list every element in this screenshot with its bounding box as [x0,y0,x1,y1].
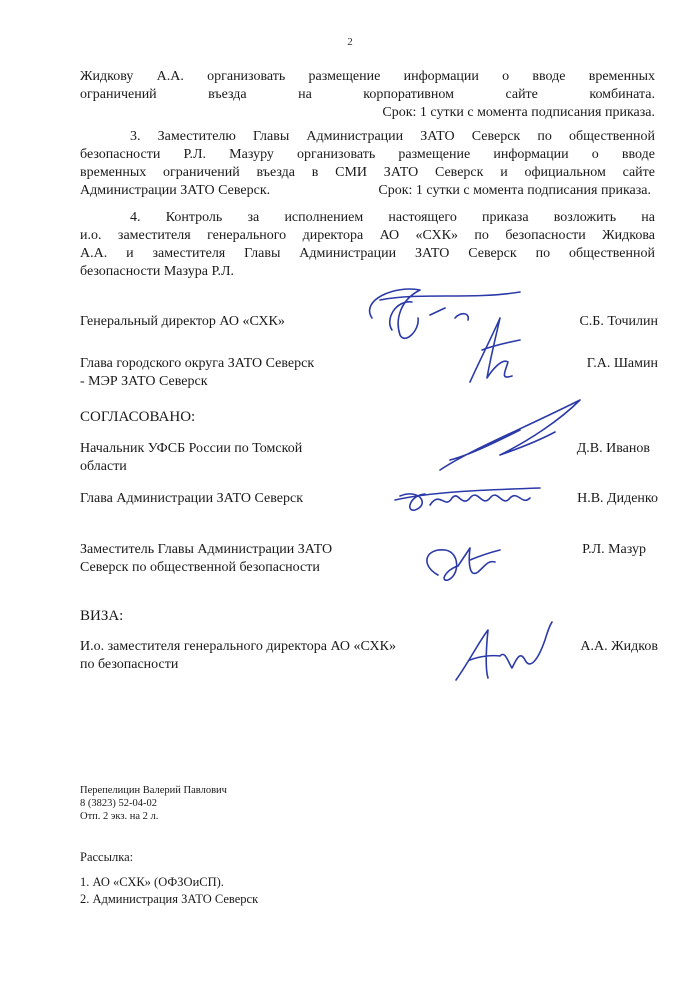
signatory-title: Генеральный директор АО «СХК» [80,314,285,329]
signatory-title-line-1: Глава городского округа ЗАТО Северск [80,356,315,371]
paragraph-3-line-2: безопасности Р.Л. Мазуру организовать размещение информации о вводе [80,147,655,162]
agreed-title [80,440,302,476]
executor-copies: Отп. 2 экз. на 2 л. [80,811,159,822]
agreed-title-line-2: Северск по общественной безопасности [80,560,320,575]
agreed-row-fsb [80,440,658,478]
paragraph-4-line-3: А.А. и заместителя Главы Администрации ЗАТО Северск по общественной [80,246,655,261]
signatory-name: Г.А. Шамин [586,356,658,371]
paragraph-1-deadline: Срок: 1 сутки с момента подписания приказа. [382,105,655,120]
paragraph-3-line-4: Администрации ЗАТО Северск. [80,183,271,198]
agreed-name: Н.В. Диденко [577,491,658,506]
paragraph-3-line-3: временных ограничений въезда в СМИ ЗАТО Северск и официальном сайте [80,165,655,180]
distribution-heading: Рассылка: [80,850,134,864]
visa-heading: ВИЗА: [80,608,124,624]
signatory-title [80,355,314,391]
agreed-title-line-1: Начальник УФСБ России по Томской [80,441,303,456]
agreed-title [80,541,332,577]
agreed-name: Р.Л. Мазур [582,542,646,557]
paragraph-4-line-2: и.о. заместителя генерального директора АО «СХК» по безопасности Жидкова [80,228,655,243]
paragraph-3 [80,128,655,182]
visa-title-line-2: по безопасности [80,657,179,672]
agreed-row-administration [80,490,658,510]
agreed-row-deputy [80,541,658,579]
paragraph-1-line-2: ограничений въезда на корпоративном сайте комбината. [80,87,655,102]
visa-name: А.А. Жидков [580,639,658,654]
paragraph-3-line-1: 3. Заместителю Главы Администрации ЗАТО Северск по общественной [130,129,655,144]
signatory-row-director [80,313,658,333]
paragraph-4-line-1: 4. Контроль за исполнением настоящего приказа возложить на [130,210,655,225]
visa-title-line-1: И.о. заместителя генерального директора АО «СХК» [80,639,396,654]
distribution-list [80,874,258,908]
paragraph-1-line-1: Жидкову А.А. организовать размещение информации о вводе временных [80,69,655,84]
distribution-item: 1. АО «СХК» (ОФЗОиСП). [80,875,224,889]
agreed-title-line-2: области [80,459,127,474]
signatory-row-mayor [80,355,658,393]
agreed-name: Д.В. Иванов [576,441,650,456]
signatory-title-line-2: - МЭР ЗАТО Северск [80,374,208,389]
executor-name: Перепелицин Валерий Павлович [80,785,227,796]
executor-block [80,784,227,823]
agreed-heading: СОГЛАСОВАНО: [80,409,196,425]
paragraph-1 [80,68,655,104]
signatory-name: С.Б. Точилин [579,314,658,329]
paragraph-3-last-line [80,182,655,200]
paragraph-3-deadline: Срок: 1 сутки с момента подписания приказа. [378,183,651,198]
paragraph-4 [80,209,655,281]
executor-phone: 8 (3823) 52-04-02 [80,798,157,809]
distribution-item: 2. Администрация ЗАТО Северск [80,892,259,906]
page-number: 2 [347,36,353,48]
visa-title [80,638,396,674]
agreed-title-line-1: Заместитель Главы Администрации ЗАТО [80,542,333,557]
visa-row [80,638,658,676]
paragraph-4-line-4: безопасности Мазура Р.Л. [80,264,234,279]
agreed-title: Глава Администрации ЗАТО Северск [80,491,303,506]
